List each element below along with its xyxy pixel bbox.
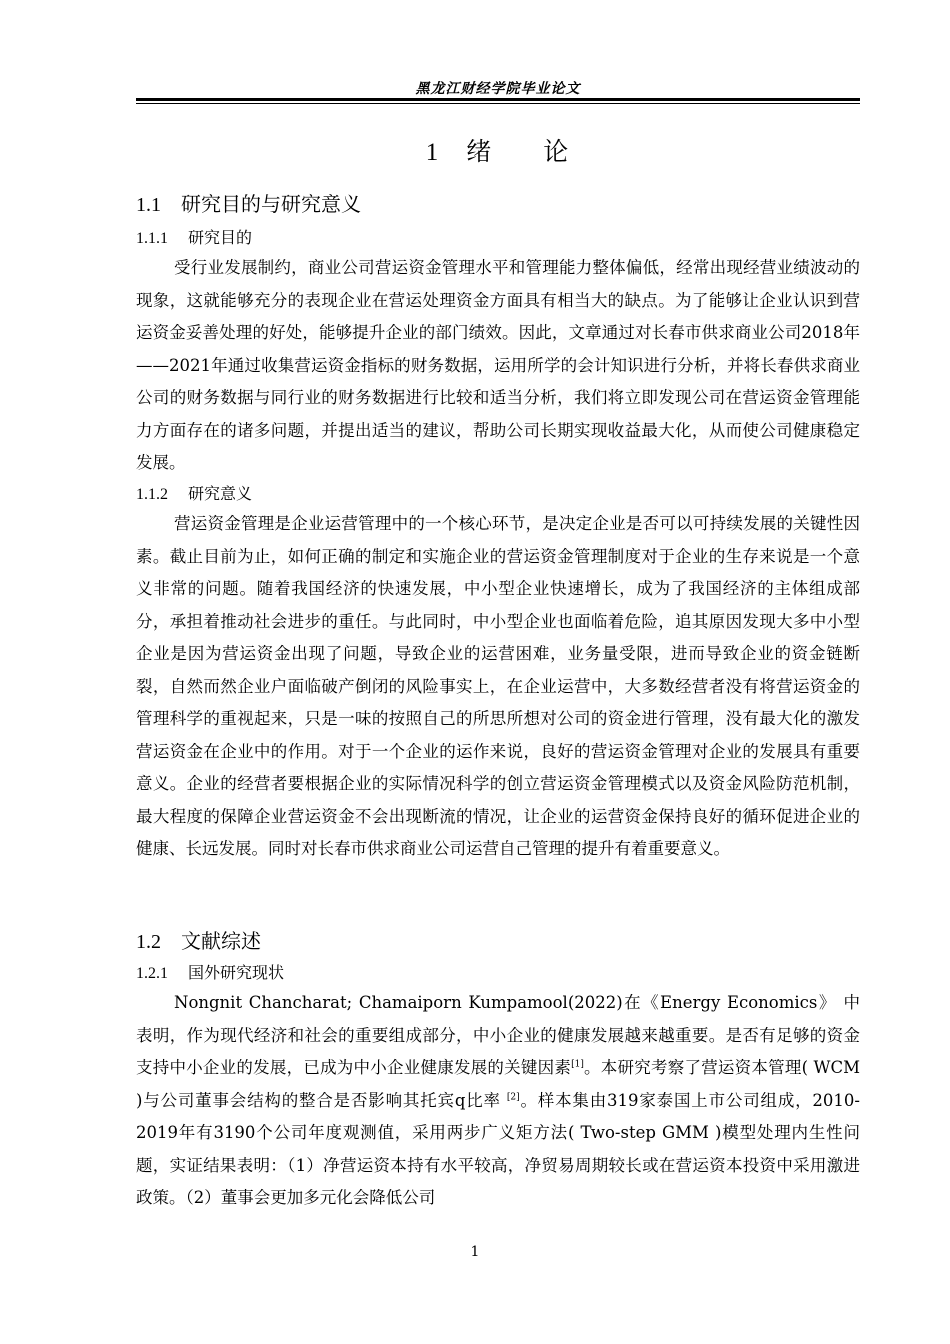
paragraph-text-part-2: 。本研究考察了营运资本管理( WCM )与公司董事会结构的整合是否影响其托宾q比率 <box>136 1058 860 1110</box>
header-rule-thick <box>136 98 860 101</box>
paragraph-text-part-1: Nongnit Chancharat; Chamaiporn Kumpamool(2022)在《Energy Economics》 中表明，作为现代经济和社会的重要组成部分，中小企业的健康发展越来越重要。是否有足够的资金支持中小企业的发展，已成为中小企业健康发展的关键因素 <box>136 993 860 1077</box>
header-rule-thin <box>136 103 860 104</box>
running-header: 黑龙江财经学院毕业论文 <box>415 81 581 97</box>
subsection-title: 国外研究现状 <box>188 963 285 982</box>
subsection-number: 1.1.2 <box>136 486 168 503</box>
subsection-heading-1-1-1 <box>136 225 252 248</box>
section-number: 1.2 <box>136 931 161 953</box>
section-title: 文献综述 <box>181 929 261 953</box>
subsection-heading-1-2-1 <box>136 960 284 983</box>
section-heading-1-2 <box>136 925 261 954</box>
chapter-number: 1 <box>425 139 441 166</box>
section-title: 研究目的与研究意义 <box>181 192 361 216</box>
chapter-title <box>136 132 860 168</box>
subsection-number: 1.1.1 <box>136 230 168 247</box>
page-number: 1 <box>470 1244 480 1260</box>
citation-ref-2[interactable]: [2] <box>506 1092 520 1102</box>
paragraph-foreign-research <box>136 987 860 1215</box>
subsection-number: 1.2.1 <box>136 965 168 982</box>
section-heading-1-1 <box>136 188 361 217</box>
section-number: 1.1 <box>136 194 161 216</box>
citation-ref-1[interactable]: [1] <box>571 1059 584 1070</box>
subsection-heading-1-1-2 <box>136 481 252 504</box>
paragraph-text-part-3: 。样本集由319家泰国上市公司组成，2010-2019年有3190个公司年度观测值，采用两步广义矩方法( Two-step GMM )模型处理内生性问题，实证结果表明：（1）净营运资本持有水平较高，净贸易周期较长或在营运资本投资中采用激进政策。（2）董事会更加多元化会降低公司 <box>136 1090 861 1207</box>
subsection-title: 研究目的 <box>188 228 253 247</box>
subsection-title: 研究意义 <box>188 484 253 503</box>
paragraph-research-purpose: 受行业发展制约，商业公司营运资金管理水平和管理能力整体偏低，经常出现经营业绩波动的现象，这就能够充分的表现企业在营运处理资金方面具有相当大的缺点。为了能够让企业认识到营运资金妥善处理的好处，能够提升企业的部门绩效。因此，文章通过对长春市供求商业公司2018年——2021年通过收集营运资金指标的财务数据，运用所学的会计知识进行分析，并将长春供求商业公司的财务数据与同行业的财务数据进行比较和适当分析，我们将立即发现公司在营运资金管理能力方面存在的诸多问题，并提出适当的建议，帮助公司长期实现收益最大化，从而使公司健康稳定发展。 <box>136 258 860 472</box>
chapter-title-char-1: 绪 <box>466 137 494 166</box>
chapter-title-char-2: 论 <box>543 137 571 166</box>
paragraph-research-significance: 营运资金管理是企业运营管理中的一个核心环节，是决定企业是否可以可持续发展的关键性因素。截止目前为止，如何正确的制定和实施企业的营运资金管理制度对于企业的生存来说是一个意义非常的问题。随着我国经济的快速发展，中小型企业快速增长，成为了我国经济的主体组成部分，承担着推动社会进步的重任。与此同时，中小型企业也面临着危险，追其原因发现大多中小型企业是因为营运资金出现了问题，导致企业的运营困难，业务量受限，进而导致企业的资金链断裂，自然而然企业户面临破产倒闭的风险事实上，在企业运营中，大多数经营者没有将营运资金的管理科学的重视起来，只是一味的按照自己的所思所想对公司的资金进行管理，没有最大化的激发营运资金在企业中的作用。对于一个企业的运作来说，良好的营运资金管理对企业的发展具有重要意义。企业的经营者要根据企业的实际情况科学的创立营运资金管理模式以及资金风险防范机制，最大程度的保障企业营运资金不会出现断流的情况，让企业的运营资金保持良好的循环促进企业的健康、长远发展。同时对长春市供求商业公司运营自己管理的提升有着重要意义。 <box>136 514 860 858</box>
